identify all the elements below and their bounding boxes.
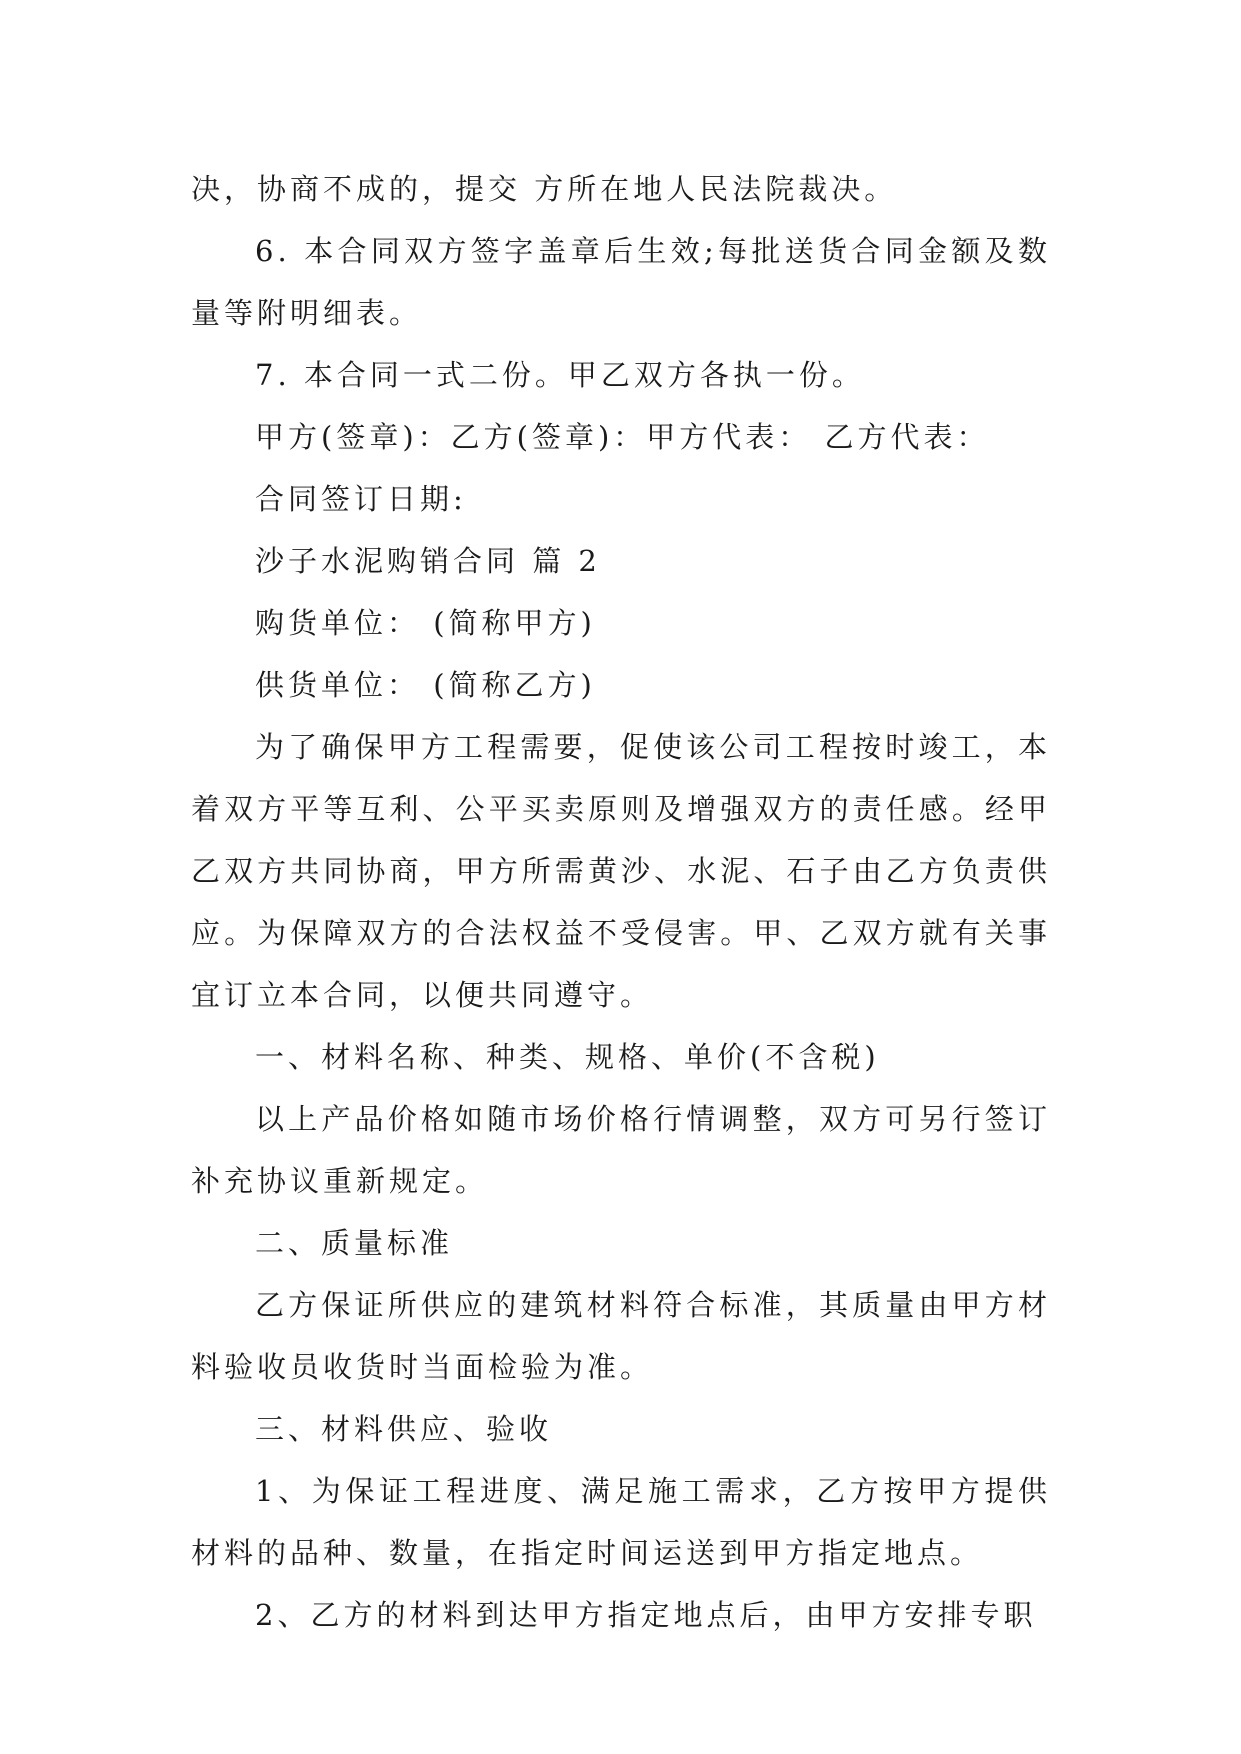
preamble-paragraph: 为了确保甲方工程需要，促使该公司工程按时竣工，本着双方平等互利、公平买卖原则及增强双方的责任感。经甲乙双方共同协商，甲方所需黄沙、水泥、石子由乙方负责供应。为保障双方的合法权益不受侵害。甲、乙双方就有关事宜订立本合同，以便共同遵守。 [191,730,1051,1012]
paragraph-4: 甲方(签章)：乙方(签章)：甲方代表： 乙方代表： [255,420,990,454]
paragraph-1: 决，协商不成的，提交 方所在地人民法院裁决。 [191,172,898,206]
paragraph-supply-1: 1、为保证工程进度、满足施工需求，乙方按甲方提供材料的品种、数量，在指定时间运送到甲方指定地点。 [191,1474,1051,1570]
document-body [191,158,1051,1646]
section-heading-3: 三、材料供应、验收 [255,1412,553,1446]
contract-title: 沙子水泥购销合同 篇 2 [255,544,601,578]
paragraph-supply-2: 2、乙方的材料到达甲方指定地点后，由甲方安排专职 [255,1598,1037,1632]
section-heading-1: 一、材料名称、种类、规格、单价(不含税) [255,1040,880,1074]
section-heading-2: 二、质量标准 [255,1226,454,1260]
paragraph-5: 合同签订日期: [255,482,467,516]
supplier-line: 供货单位： (简称乙方) [255,668,596,702]
paragraph-price-adjust: 以上产品价格如随市场价格行情调整，双方可另行签订补充协议重新规定。 [191,1102,1051,1198]
paragraph-quality: 乙方保证所供应的建筑材料符合标准，其质量由甲方材料验收员收货时当面检验为准。 [191,1288,1051,1384]
paragraph-3: 7. 本合同一式二份。甲乙双方各执一份。 [255,358,865,392]
buyer-line: 购货单位： (简称甲方) [255,606,596,640]
paragraph-2: 6. 本合同双方签字盖章后生效;每批送货合同金额及数量等附明细表。 [191,234,1051,330]
